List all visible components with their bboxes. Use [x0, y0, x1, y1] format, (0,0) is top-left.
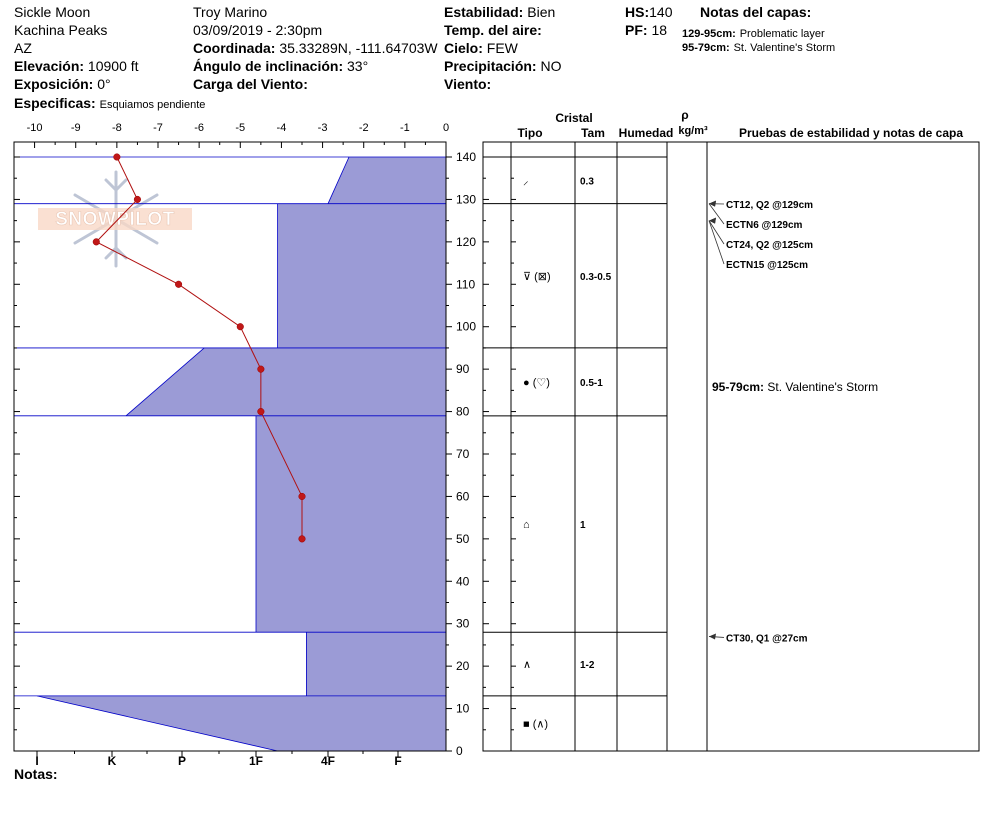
temperature-point — [299, 493, 306, 500]
layer-note-range: 129-95cm: — [682, 28, 736, 40]
stability-test-label: ECTN6 @129cm — [726, 220, 803, 231]
logo-text: SNOWPILOT — [55, 209, 175, 230]
crystal-type-symbol: ⌂ — [523, 519, 530, 532]
size-header: Tam — [581, 126, 605, 140]
crystal-header: Cristal — [555, 111, 593, 125]
depth-tick-label: 90 — [456, 362, 470, 377]
elevation-label: Elevación: — [14, 58, 85, 74]
hardness-segment — [306, 632, 446, 696]
crystal-size: 1-2 — [580, 660, 595, 672]
crystal-size: 0.3-0.5 — [580, 271, 612, 283]
depth-tick-label: 20 — [456, 659, 470, 674]
specifics-label: Especificas: — [14, 95, 96, 111]
temp-tick-label: -1 — [399, 122, 410, 134]
pf-label: PF: — [625, 22, 648, 38]
temp-tick-label: -5 — [235, 122, 246, 134]
hs-value: 140 — [649, 4, 673, 20]
elevation-value: 10900 ft — [87, 58, 139, 74]
layer-notes-title: Notas del capas: — [700, 4, 812, 20]
stability-test-arrowhead — [709, 633, 716, 639]
depth-tick-label: 70 — [456, 447, 470, 461]
coordinate-label: Coordinada: — [193, 40, 276, 56]
temp-tick-label: -10 — [26, 122, 43, 134]
hardness-tick-label: K — [107, 754, 117, 768]
temp-tick-label: -8 — [111, 122, 122, 134]
hardness-tick-label: I — [35, 754, 39, 768]
temperature-point — [93, 239, 100, 246]
hardness-tick-label: 4F — [320, 754, 336, 768]
temperature-point — [299, 536, 306, 543]
type-header: Tipo — [517, 126, 543, 140]
stability-value: Bien — [527, 4, 556, 20]
notes-label: Notas: — [14, 766, 58, 782]
temperature-point — [237, 323, 244, 330]
hardness-segment — [278, 204, 446, 348]
coordinate-value: 35.33289N, -111.64703W — [279, 40, 438, 56]
depth-tick-label: 50 — [456, 531, 470, 546]
observation-datetime: 03/09/2019 - 2:30pm — [193, 22, 323, 38]
depth-tick-label: 60 — [456, 489, 470, 504]
temp-tick-label: -7 — [153, 122, 163, 134]
depth-tick-label: 140 — [456, 150, 477, 164]
stability-test-label: CT24, Q2 @125cm — [726, 240, 814, 251]
sky-value: FEW — [486, 40, 518, 56]
table-frame — [483, 142, 979, 751]
depth-tick-label: 110 — [456, 277, 476, 292]
crystal-type-symbol: ⊽ (⊠) — [523, 270, 551, 283]
layer-note-text: St. Valentine's Storm — [733, 42, 836, 54]
observer-name: Troy Marino — [193, 4, 268, 20]
crystal-type-symbol: ■ (∧) — [523, 718, 549, 731]
depth-tick-label: 100 — [456, 319, 477, 334]
crystal-type-symbol: ⸝ — [523, 175, 529, 188]
depth-tick-label: 10 — [456, 701, 470, 716]
rho-header: ρ — [681, 108, 689, 122]
state-name: AZ — [14, 40, 32, 56]
crystal-size: 0.3 — [580, 176, 594, 188]
slope-value: 33° — [347, 58, 369, 74]
crystal-size: 0.5-1 — [580, 377, 603, 389]
exposure-label: Exposición: — [14, 76, 94, 92]
hardness-tick-label: F — [394, 754, 402, 768]
layer-note-text: St. Valentine's Storm — [764, 380, 879, 394]
hardness-profile — [14, 157, 446, 751]
layer-note-text: Problematic layer — [739, 28, 825, 40]
temp-tick-label: -3 — [317, 122, 328, 134]
depth-tick-label: 30 — [456, 616, 470, 631]
temperature-point — [175, 281, 182, 288]
temp-tick-label: -6 — [194, 122, 205, 134]
slope-label: Ángulo de inclinación: — [193, 58, 344, 74]
air-temp-label: Temp. del aire: — [444, 22, 542, 38]
temp-tick-label: -2 — [358, 122, 369, 134]
depth-tick-label: 120 — [456, 234, 477, 249]
hardness-segment — [126, 348, 446, 416]
depth-tick-label: 40 — [456, 574, 470, 589]
stability-label: Estabilidad: — [444, 4, 524, 20]
layer-table — [483, 108, 979, 751]
location-name: Sickle Moon — [14, 4, 91, 20]
hs-label: HS: — [625, 4, 650, 20]
hardness-segment — [256, 416, 446, 632]
stability-test-label: ECTN15 @125cm — [726, 260, 809, 271]
crystal-size: 1 — [580, 520, 586, 532]
stability-test-arrow — [709, 221, 724, 244]
crystal-type-symbol: ∧ — [523, 659, 532, 672]
stability-test-label: CT30, Q1 @27cm — [726, 633, 808, 645]
temperature-point — [114, 154, 121, 161]
depth-tick-label: 80 — [456, 404, 470, 419]
precip-label: Precipitación: — [444, 58, 537, 74]
moisture-header: Humedad — [618, 126, 674, 140]
precip-value: NO — [540, 58, 562, 74]
density-unit-header: kg/m³ — [678, 125, 708, 137]
depth-tick-label: 0 — [456, 744, 463, 758]
stability-test-arrow — [709, 221, 724, 264]
hardness-tick-label: P — [177, 754, 187, 768]
temp-tick-label: 0 — [442, 122, 450, 134]
specifics-value: Esquiamos pendiente — [99, 99, 206, 111]
sky-label: Cielo: — [444, 40, 483, 56]
depth-tick-label: 130 — [456, 192, 477, 207]
temperature-point — [258, 366, 265, 373]
range-name: Kachina Peaks — [14, 22, 108, 38]
wind-label: Viento: — [444, 76, 492, 92]
wind-load-label: Carga del Viento: — [193, 76, 308, 92]
exposure-value: 0° — [97, 76, 111, 92]
stability-test-label: CT12, Q2 @129cm — [726, 200, 814, 211]
pf-value: 18 — [651, 22, 668, 38]
temperature-point — [134, 196, 141, 203]
stability-notes-header: Pruebas de estabilidad y notas de capa — [738, 126, 964, 140]
temperature-point — [258, 408, 265, 415]
hardness-tick-label: 1F — [248, 754, 264, 768]
crystal-type-symbol: ● (♡) — [523, 376, 550, 389]
temp-tick-label: -4 — [276, 122, 287, 134]
layer-note-range: 95-79cm: — [682, 42, 730, 54]
temp-tick-label: -9 — [70, 122, 81, 134]
stability-test-arrowhead — [709, 201, 716, 207]
layer-note-entry — [712, 380, 878, 394]
layer-note-range: 95-79cm: — [712, 380, 765, 394]
